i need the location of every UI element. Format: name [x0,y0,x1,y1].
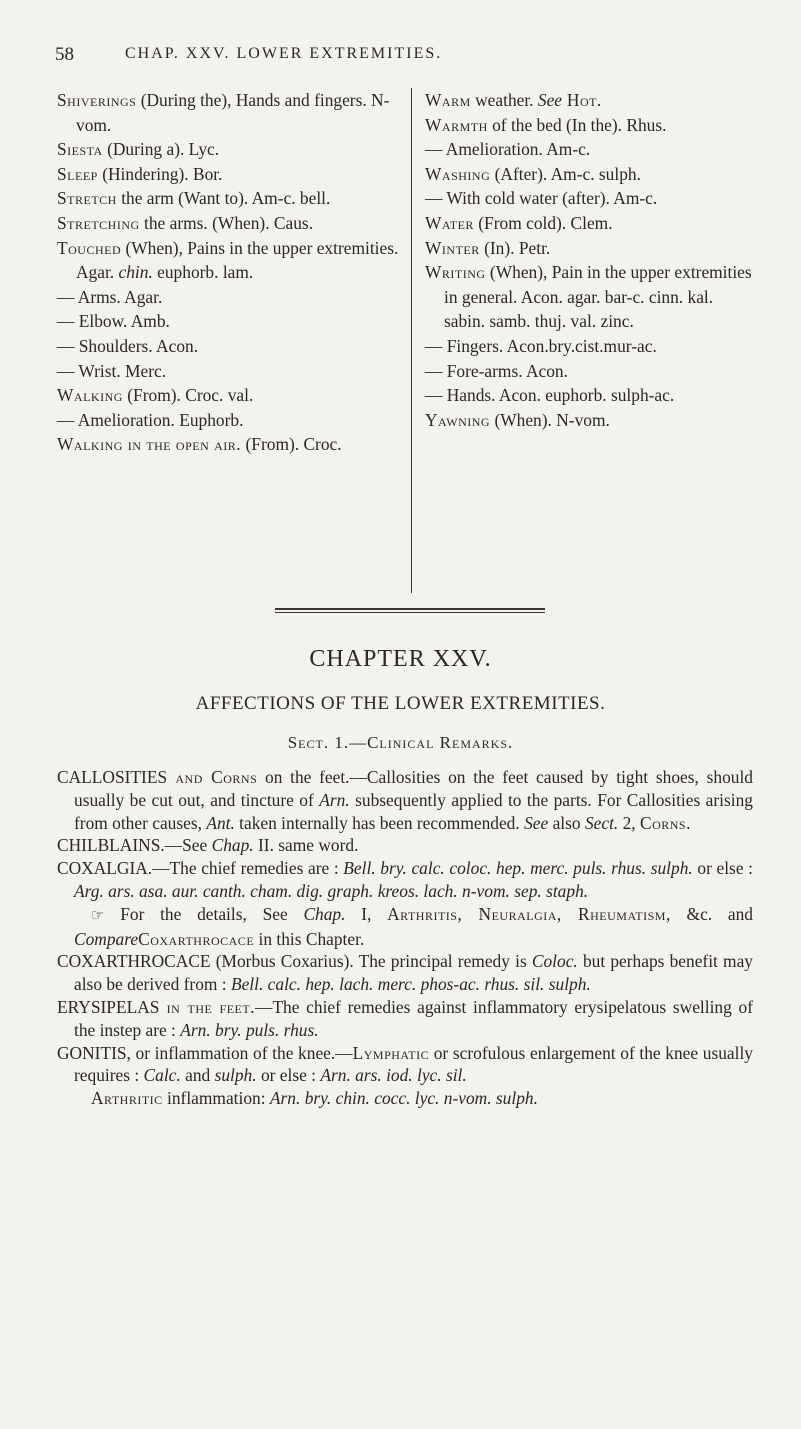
paragraph-chilblains: CHILBLAINS.—See Chap. II. same word. [57,835,359,856]
page-number: 58 [55,44,74,65]
index-entry: Shiverings (During the), Hands and fingers. N-vom. [57,90,390,135]
index-entry: — Amelioration. Euphorb. [57,409,244,430]
index-entry: — Fingers. Acon.bry.cist.mur-ac. [425,335,657,356]
paragraph-callosities: CALLOSITIES and Corns on the feet.—Callosities on the feet caused by tight shoes, should usually be cut out, and tincture of Arn. subsequently applied to the parts. For Callosities arising from other causes, Ant. taken internally has been recommended. See also Sect. 2, Corns. [57,767,753,833]
index-entry: Washing (After). Am-c. sulph. [425,163,641,184]
index-entry: — Elbow. Amb. [57,311,170,332]
index-entry: — With cold water (after). Am-c. [425,188,658,209]
index-entry: Walking (From). Croc. val. [57,385,254,406]
index-entry: Warm weather. See Hot. [425,90,602,110]
pointing-hand-icon: ☞ [91,907,105,924]
paragraph-coxarthrocace: COXARTHROCACE (Morbus Coxarius). The principal remedy is Coloc. but perhaps benefit may also be derived from : Bell. calc. hep. lach. merc. phos-ac. rhus. sil. sulph. [57,951,754,995]
index-entry: Walking in the open air. (From). Croc. [57,434,342,455]
index-entry: — Wrist. Merc. [57,360,167,381]
paragraph-coxalgia-note: ☞ For the details, See Chap. I, Arthritis, Neuralgia, Rheumatism, &c. and CompareCoxarthrocace in this Chapter. [74,903,753,949]
index-entry: Writing (When), Pain in the upper extremities in general. Acon. agar. bar-c. cinn. kal. sabin. samb. thuj. val. zinc. [425,262,752,332]
index-entry: Warmth of the bed (In the). Rhus. [425,114,667,135]
index-entry: — Arms. Agar. [57,286,163,307]
index-entry: Touched (When), Pains in the upper extremities. Agar. chin. euphorb. lam. [57,237,399,283]
paragraph-gonitis: GONITIS, or inflammation of the knee.—Lymphatic or scrofulous enlargement of the knee usually requires : Calc. and sulph. or else : Arn. ars. iod. lyc. sil. [57,1042,753,1086]
paragraph-arthritic: Arthritic inflammation: Arn. bry. chin. cocc. lyc. n-vom. sulph. [91,1088,538,1109]
running-title: CHAP. XXV. LOWER EXTREMITIES. [125,45,443,62]
index-entry: Yawning (When). N-vom. [425,409,610,430]
chapter-rule [275,612,545,613]
section-heading: Sect. 1.—Clinical Remarks. [287,733,514,752]
index-column-right [425,88,755,432]
running-head [55,44,745,66]
index-entry: — Amelioration. Am-c. [425,139,591,160]
index-entry: — Fore-arms. Acon. [425,360,568,381]
index-entry: Water (From cold). Clem. [425,212,613,233]
index-entry: Winter (In). Petr. [425,237,551,258]
column-divider [411,88,412,593]
chapter-body [57,766,753,1110]
index-entry: Stretching the arms. (When). Caus. [57,212,314,233]
paragraph-coxalgia: COXALGIA.—The chief remedies are : Bell. bry. calc. coloc. hep. merc. puls. rhus. sulph. or else : Arg. ars. asa. aur. canth. cham. dig. graph. kreos. lach. n-vom. sep. staph. [57,858,753,901]
index-entry: Stretch the arm (Want to). Am-c. bell. [57,188,331,209]
index-entry: Siesta (During a). Lyc. [57,139,220,160]
index-entry: Sleep (Hindering). Bor. [57,163,223,184]
chapter-title: CHAPTER XXV. [309,646,492,672]
index-entry: — Hands. Acon. euphorb. sulph-ac. [425,385,675,406]
index-entry: — Shoulders. Acon. [57,335,199,356]
index-column-left [57,88,401,457]
paragraph-erysipelas: ERYSIPELAS in the feet.—The chief remedies against inflammatory erysipelatous swelling of the instep are : Arn. bry. puls. rhus. [57,996,753,1040]
chapter-rule [275,608,545,610]
chapter-subtitle: AFFECTIONS OF THE LOWER EXTREMITIES. [195,693,606,714]
